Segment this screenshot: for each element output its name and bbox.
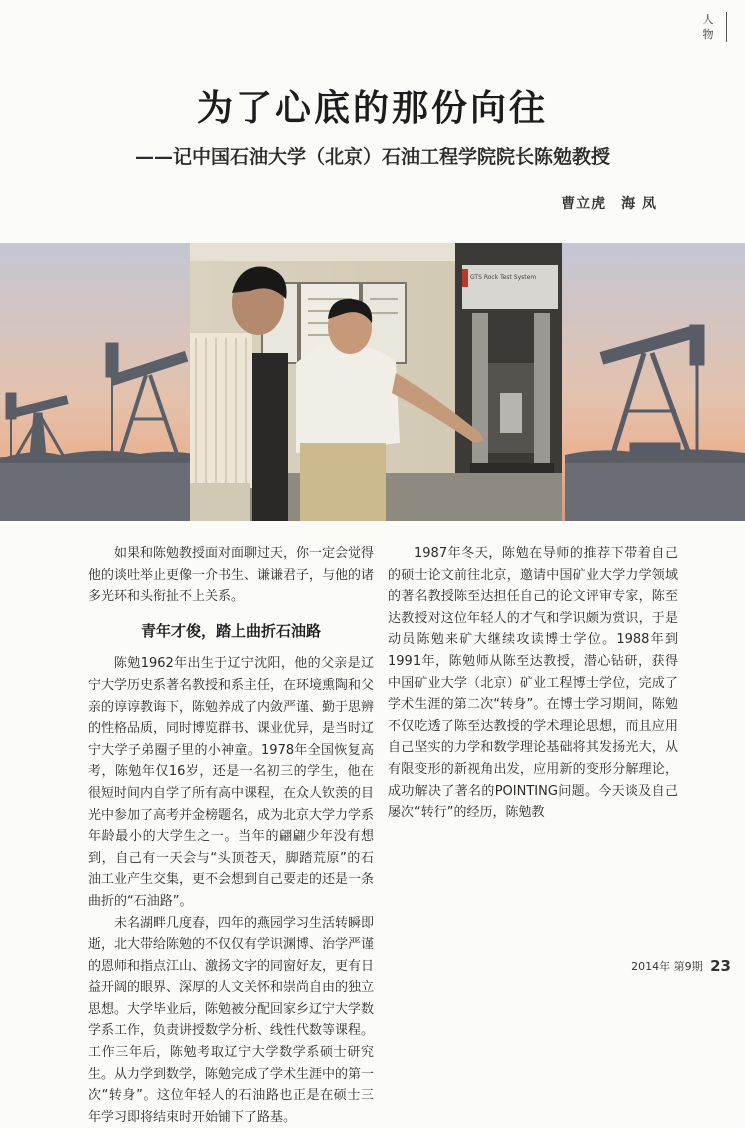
machine-label: GTS Rock Test System [470,274,536,281]
body-paragraph: 陈勉1962年出生于辽宁沈阳，他的父亲是辽宁大学历史系著名教授和系主任，在环境熏陶和父亲的谆谆教诲下，陈勉养成了内敛严谨、勤于思辨的性格品质，同时博览群书、课业优异，是当时辽宁大学子弟圈子里的小神童。1978年全国恢复高考，陈勉年仅16岁，还是一名初三的学生，他在很短时间内自学了所有高中课程，在众人钦羡的目光中参加了高考并金榜题名，成为北京大学力学系年龄最小的大学生之一。当年的翩翩少年没有想到，自己有一天会与“头顶苍天，脚踏荒原”的石油工业产生交集，更不会想到自己要走的还是一条曲折的“石油路”。 [88,653,374,912]
column-right [388,543,678,824]
intro-paragraph: 如果和陈勉教授面对面聊过天，你一定会觉得他的谈吐举止更像一介书生、谦谦君子，与他的诸多光环和头衔扯不上关系。 [88,543,374,608]
issue-label: 2014年 第9期 [631,960,703,973]
body-paragraph: 未名湖畔几度春，四年的燕园学习生活转瞬即逝，北大带给陈勉的不仅仅有学识渊博、治学严谨的恩师和指点江山、激扬文字的同窗好友，更有日益开阔的眼界、深厚的人文关怀和崇尚自由的独立思想。大学毕业后，陈勉被分配回家乡辽宁大学数学系工作，负责讲授数学分析、线性代数等课程。工作三年后，陈勉考取辽宁大学数学系硕士研究生。从力学到数学，陈勉完成了学术生涯中的第一次“转身”。这位年轻人的石油路也正是在硕士三年学习即将结束时开始铺下了路基。 [88,913,374,1128]
article-authors: 曹立虎 海 凤 [561,193,657,213]
section-tag [694,12,727,42]
column-left [88,543,374,1128]
section-tag-char: 物 [694,27,722,42]
article-photo [0,243,745,521]
body-paragraph: 1987年冬天，陈勉在导师的推荐下带着自己的硕士论文前往北京，邀请中国矿业大学力学领域的著名教授陈至达担任自己的论文评审专家，陈至达教授对这位年轻人的才气和学识颇为赏识，于是动员陈勉来矿大继续攻读博士学位。1988年到1991年，陈勉师从陈至达教授，潜心钻研，获得中国矿业大学（北京）矿业工程博士学位，完成了学术生涯的第二次“转身”。在博士学习期间，陈勉不仅吃透了陈至达教授的学术理论思想，而且应用自己坚实的力学和数学理论基础将其发扬光大，从有限变形的新视角出发，应用新的变形分解理论，成功解决了著名的POINTING问题。今天谈及自己屡次“转行”的经历，陈勉教 [388,543,678,824]
page-footer [631,957,731,975]
section-heading: 青年才俊，踏上曲折石油路 [88,621,374,643]
lab-photo [190,243,562,521]
article-subtitle: ——记中国石油大学（北京）石油工程学院院长陈勉教授 [0,142,745,169]
article-title: 为了心底的那份向往 [0,80,745,131]
page-number: 23 [710,957,731,975]
section-tag-char: 人 [694,12,722,27]
